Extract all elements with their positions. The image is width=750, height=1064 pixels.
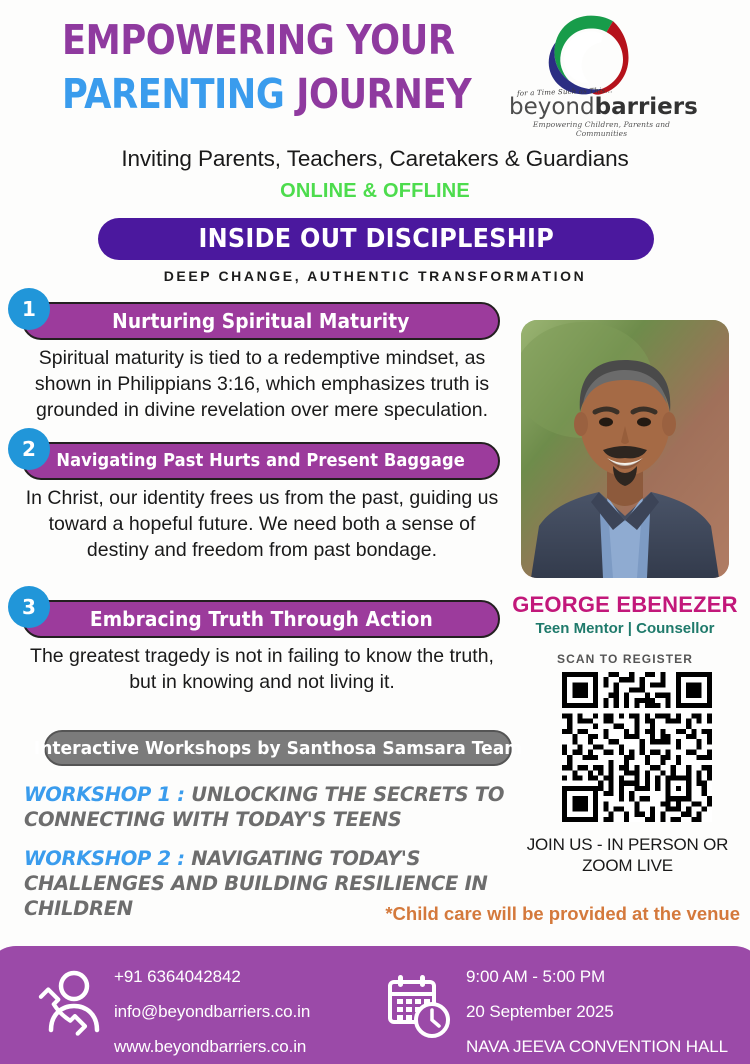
poster-footer [0, 946, 750, 1064]
main-theme-banner [98, 218, 654, 260]
title-word-parenting: PARENTING [62, 70, 285, 119]
contact-email[interactable]: info@beyondbarriers.co.in [114, 1002, 311, 1021]
logo-word-beyond: beyond [509, 94, 595, 120]
point-badge-1: 1 [8, 288, 50, 330]
workshops-banner [33, 730, 523, 766]
poster-title [62, 18, 538, 117]
speaker-role: Teen Mentor | Counsellor [535, 620, 715, 637]
workshop-label-1: WORKSHOP 1 : [24, 783, 185, 806]
contact-website[interactable]: www.beyondbarriers.co.in [114, 1037, 307, 1056]
poster-header [0, 0, 750, 142]
logo-wordmark [509, 94, 698, 120]
speaker-photo [521, 320, 729, 578]
workshop-item-1 [24, 783, 524, 833]
title-line-1: EMPOWERING YOUR [62, 16, 455, 64]
speaker-name: GEORGE EBENEZER [512, 592, 738, 617]
main-theme-label: INSIDE OUT DISCIPLESHIP [198, 224, 554, 254]
workshops-banner-label: Interactive Workshops by Santhosa Samsara Team [33, 737, 523, 759]
point-body-1: Spiritual maturity is tied to a redemptive mindset, as shown in Philippians 3:16, which emphasizes truth is grounded in divine revelation over mere speculation. [34, 347, 490, 421]
mode-line: ONLINE & OFFLINE [280, 180, 470, 202]
join-us-note: JOIN US - IN PERSON OR ZOOM LIVE [526, 835, 729, 876]
event-date: 20 September 2025 [466, 1002, 614, 1021]
point-heading-3: Embracing Truth Through Action [89, 607, 433, 631]
point-heading-1: Nurturing Spiritual Maturity [112, 309, 410, 333]
qr-code[interactable] [562, 672, 712, 822]
calendar-clock-icon [384, 970, 454, 1040]
childcare-note: *Child care will be provided at the venue [385, 903, 740, 924]
title-word-journey: JOURNEY [284, 70, 472, 119]
point-heading-bar-1 [22, 302, 500, 340]
logo-top-tagline: for a Time Such as This... [516, 86, 613, 98]
event-time: 9:00 AM - 5:00 PM [466, 967, 606, 986]
invite-line: Inviting Parents, Teachers, Caretakers & Guardians [121, 146, 629, 171]
workshop-label-2: WORKSHOP 2 : [24, 846, 185, 870]
contact-person-phone-icon [34, 968, 108, 1042]
beyond-barriers-logo [509, 12, 698, 138]
point-badge-3: 3 [8, 586, 50, 628]
logo-sub-tagline: Empowering Children, Parents and Communities [532, 120, 671, 138]
event-details [466, 968, 728, 1055]
workshop-text-2: NAVIGATING TODAY'S CHALLENGES AND BUILDING RESILIENCE IN CHILDREN [24, 846, 488, 920]
point-heading-bar-3 [22, 600, 500, 638]
point-badge-2: 2 [8, 428, 50, 470]
contact-details [114, 968, 310, 1055]
point-body-3: The greatest tragedy is not in failing to know the truth, but in knowing and not living it. [30, 645, 494, 693]
point-body-2: In Christ, our identity frees us from the past, guiding us toward a hopeful future. We need both a sense of destiny and freedom from past bondage. [25, 487, 499, 561]
contact-phone[interactable]: +91 6364042842 [114, 967, 241, 986]
event-venue: NAVA JEEVA CONVENTION HALL [466, 1037, 728, 1056]
title-line-2 [62, 70, 472, 119]
logo-swoosh-icon [545, 12, 637, 98]
point-heading-bar-2 [22, 442, 500, 480]
logo-word-barriers: barriers [594, 94, 698, 120]
theme-subtitle: DEEP CHANGE, AUTHENTIC TRANSFORMATION [163, 268, 587, 284]
point-heading-2: Navigating Past Hurts and Present Baggage [56, 451, 466, 471]
scan-to-register-label: SCAN TO REGISTER [556, 652, 694, 666]
workshop-text-1: UNLOCKING THE SECRETS TO CONNECTING WITH TODAY'S TEENS [24, 783, 505, 831]
